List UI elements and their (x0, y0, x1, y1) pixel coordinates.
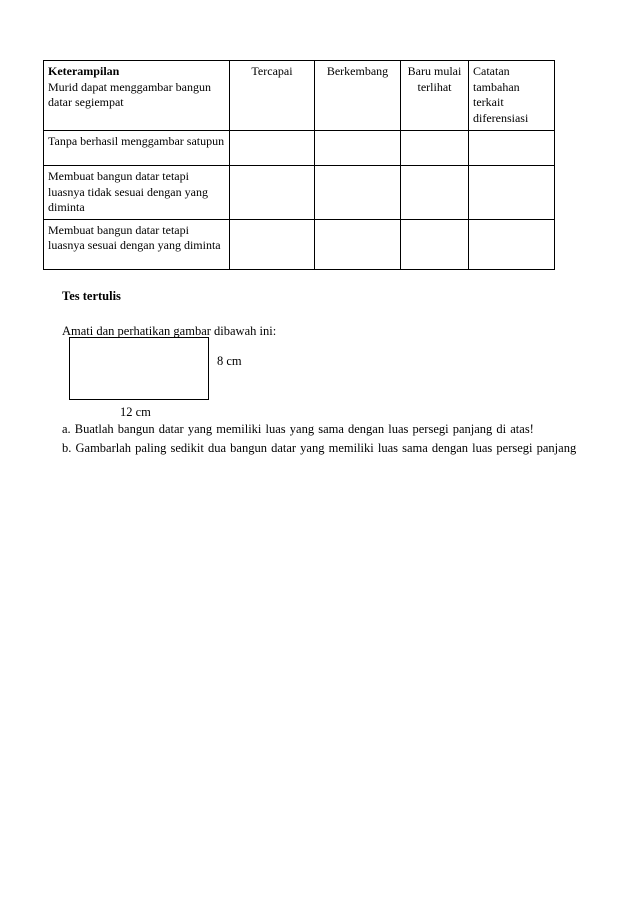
table-row (44, 219, 555, 269)
question-b: b. Gambarlah paling sedikit dua bangun datar yang memiliki luas sama dengan luas persegi panjang (62, 441, 577, 455)
table-cell (315, 219, 401, 269)
question-a: a. Buatlah bangun datar yang memiliki luas yang sama dengan luas persegi panjang di atas! (62, 422, 534, 436)
table-cell (230, 166, 315, 220)
table-cell (315, 166, 401, 220)
header-skill-title: Keterampilan (48, 64, 120, 78)
table-row (44, 166, 555, 220)
table-cell (469, 131, 555, 166)
table-cell (315, 131, 401, 166)
table-cell (469, 219, 555, 269)
header-berkembang: Berkembang (315, 61, 401, 131)
table-cell (401, 131, 469, 166)
table-cell (401, 219, 469, 269)
table-cell (230, 131, 315, 166)
width-label: 12 cm (120, 405, 151, 419)
row-label: Tanpa berhasil menggambar satupun (44, 131, 230, 166)
row-label: Membuat bangun datar tetapi luasnya tidak sesuai dengan yang diminta (44, 166, 230, 220)
table-header-row (44, 61, 555, 131)
header-skill-cell (44, 61, 230, 131)
section-title: Tes tertulis (62, 289, 121, 303)
assessment-table (43, 60, 555, 270)
row-label: Membuat bangun datar tetapi luasnya sesuai dengan yang diminta (44, 219, 230, 269)
header-tercapai: Tercapai (230, 61, 315, 131)
rectangle-figure (69, 337, 209, 400)
table-cell (401, 166, 469, 220)
instruction-text: Amati dan perhatikan gambar dibawah ini: (62, 324, 277, 338)
table-cell (469, 166, 555, 220)
height-label: 8 cm (217, 354, 242, 368)
header-catatan: Catatan tambahan terkait diferensiasi (469, 61, 555, 131)
header-skill-subtitle: Murid dapat menggambar bangun datar segiempat (48, 79, 211, 109)
table-cell (230, 219, 315, 269)
table-row (44, 131, 555, 166)
header-baru-mulai: Baru mulai terlihat (401, 61, 469, 131)
